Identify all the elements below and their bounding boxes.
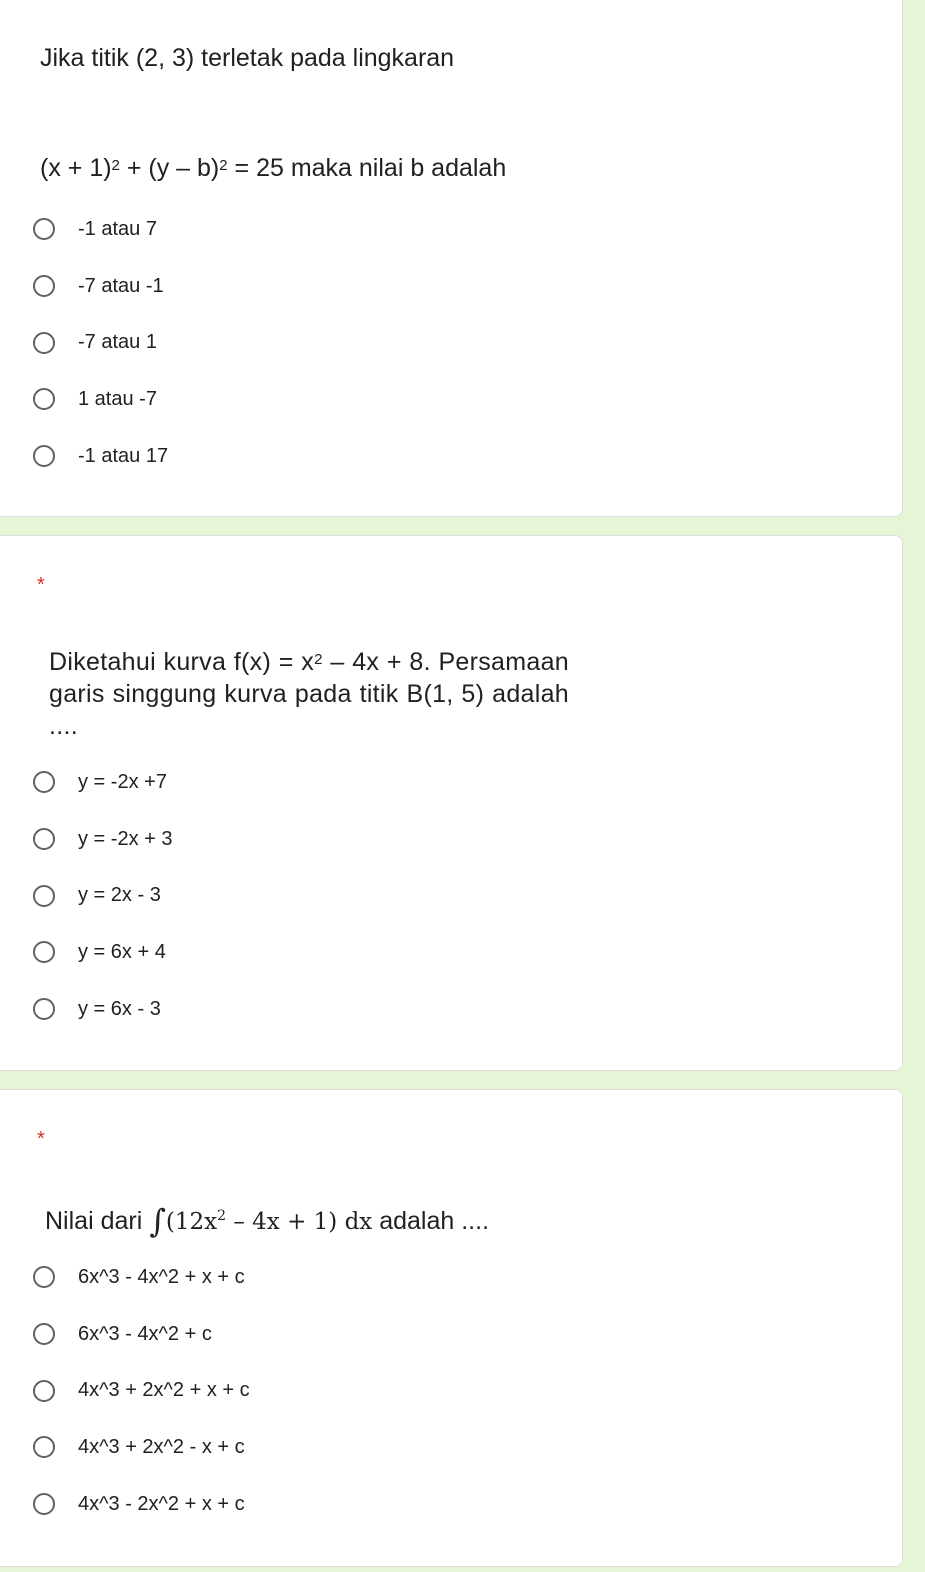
option-q3-5[interactable] [33, 1476, 250, 1533]
question-3-prefix: Nilai dari [45, 1207, 143, 1235]
option-label: -1 atau 17 [78, 444, 169, 467]
option-q3-1[interactable] [33, 1249, 250, 1306]
option-label: 4x^3 + 2x^2 - x + c [78, 1435, 245, 1458]
question-3-suffix: adalah .... [379, 1207, 490, 1235]
question-card-2 [0, 535, 903, 1071]
question-card-1 [0, 0, 903, 517]
radio-button[interactable] [33, 445, 55, 467]
option-q3-4[interactable] [33, 1419, 250, 1476]
radio-button[interactable] [33, 1436, 55, 1458]
integral-sign: ∫ [149, 1202, 166, 1240]
option-label: y = -2x + 3 [78, 827, 173, 850]
option-label: 6x^3 - 4x^2 + c [78, 1322, 212, 1345]
option-label: 4x^3 + 2x^2 + x + c [78, 1379, 250, 1402]
radio-button[interactable] [33, 885, 55, 907]
option-q2-5[interactable] [33, 981, 173, 1038]
radio-button[interactable] [33, 771, 55, 793]
radio-button[interactable] [33, 1323, 55, 1345]
question-3-options [33, 1249, 250, 1532]
required-asterisk: * [37, 1128, 45, 1150]
option-q3-3[interactable] [33, 1362, 250, 1419]
radio-button[interactable] [33, 218, 55, 240]
question-3-text [45, 1200, 489, 1240]
option-label: -1 atau 7 [78, 217, 157, 240]
radio-button[interactable] [33, 941, 55, 963]
option-q1-3[interactable] [33, 314, 168, 371]
question-2-text: Diketahui kurva $f(x) = x^2 - 4x + 8$. Persamaan garis singgung kurva pada titik B(1, 5) adalah .... [49, 648, 569, 740]
question-1-options [33, 201, 168, 484]
option-q2-3[interactable] [33, 867, 173, 924]
option-q1-4[interactable] [33, 371, 168, 428]
radio-button[interactable] [33, 828, 55, 850]
question-2-options [33, 754, 173, 1037]
option-q3-2[interactable] [33, 1306, 250, 1363]
option-label: y = 6x - 3 [78, 997, 161, 1020]
option-label: -7 atau 1 [78, 331, 157, 354]
option-label: -7 atau -1 [78, 274, 164, 297]
radio-button[interactable] [33, 332, 55, 354]
question-1-text: Jika titik (2, 3) terletak pada lingkaran [40, 44, 455, 72]
radio-button[interactable] [33, 1380, 55, 1402]
radio-button[interactable] [33, 388, 55, 410]
radio-button[interactable] [33, 1493, 55, 1515]
integral-expression: $\int(12x^2 - 4x + 1)$ dx [149, 1202, 373, 1240]
option-label: y = -2x +7 [78, 770, 167, 793]
option-label: 6x^3 - 4x^2 + x + c [78, 1265, 245, 1288]
option-label: 4x^3 - 2x^2 + x + c [78, 1492, 245, 1515]
option-label: y = 6x + 4 [78, 940, 166, 963]
question-card-3 [0, 1089, 903, 1567]
option-label: y = 2x - 3 [78, 884, 161, 907]
radio-button[interactable] [33, 275, 55, 297]
question-1-equation: $(x + 1)^2 + (y - b)^2 = 25$ maka nilai b adalah [40, 154, 507, 182]
option-q2-1[interactable] [33, 754, 173, 811]
option-q2-4[interactable] [33, 924, 173, 981]
option-label: 1 atau -7 [78, 387, 157, 410]
option-q2-2[interactable] [33, 811, 173, 868]
required-asterisk: * [37, 574, 45, 596]
option-q1-5[interactable] [33, 428, 168, 485]
radio-button[interactable] [33, 998, 55, 1020]
radio-button[interactable] [33, 1266, 55, 1288]
option-q1-2[interactable] [33, 258, 168, 315]
option-q1-1[interactable] [33, 201, 168, 258]
